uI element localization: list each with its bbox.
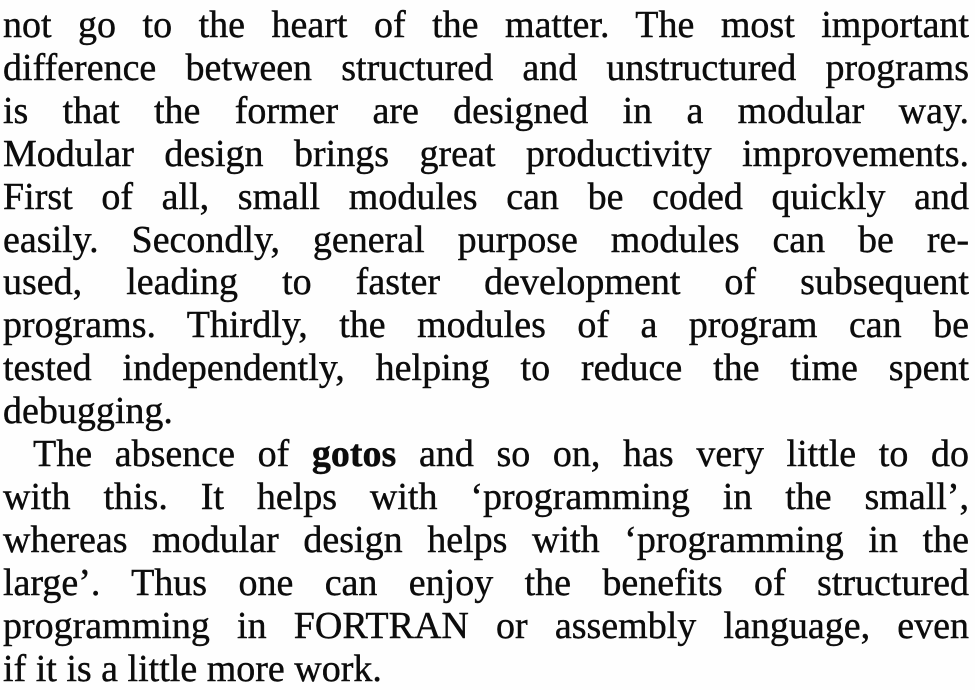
text-line <box>3 4 969 47</box>
text-segment: First of all, small modules can be coded quickly and <box>3 175 969 218</box>
text-line <box>3 648 969 690</box>
text-line <box>3 347 969 390</box>
text-segment: with this. It helps with ‘programming in the small’, <box>3 475 969 518</box>
text-line <box>3 519 969 562</box>
text-line <box>3 219 969 262</box>
text-line <box>3 476 969 519</box>
text-segment: is that the former are designed in a modular way. <box>3 89 969 132</box>
text-line <box>3 562 969 605</box>
text-segment: if it is a little more work. <box>3 647 382 690</box>
text-line <box>3 47 969 90</box>
text-segment: used, leading to faster development of subsequent <box>3 261 969 304</box>
text-segment: difference between structured and unstructured programs <box>3 46 969 89</box>
text-segment: Modular design brings great productivity improvements. <box>3 132 969 175</box>
text-segment: large’. Thus one can enjoy the benefits of structured <box>3 561 969 604</box>
text-segment: tested independently, helping to reduce the time spent <box>3 347 969 390</box>
text-line <box>3 176 969 219</box>
text-column <box>3 4 969 690</box>
text-segment: and so on, has very little to do <box>396 433 969 476</box>
text-line <box>3 90 969 133</box>
text-segment: whereas modular design helps with ‘programming in the <box>3 518 969 561</box>
text-line <box>3 261 969 304</box>
text-segment: debugging. <box>3 390 173 433</box>
text-line <box>3 304 969 347</box>
text-segment: programs. Thirdly, the modules of a program can be <box>3 304 969 347</box>
text-segment: easily. Secondly, general purpose modules can be re- <box>3 218 969 261</box>
text-line <box>3 133 969 176</box>
text-segment: The absence of <box>33 433 312 476</box>
text-line <box>3 605 969 648</box>
bold-term: gotos <box>311 433 397 476</box>
text-segment: not go to the heart of the matter. The most important <box>3 4 969 46</box>
text-segment: programming in FORTRAN or assembly language, even <box>3 604 969 647</box>
text-line <box>3 433 969 476</box>
text-line <box>3 390 969 433</box>
